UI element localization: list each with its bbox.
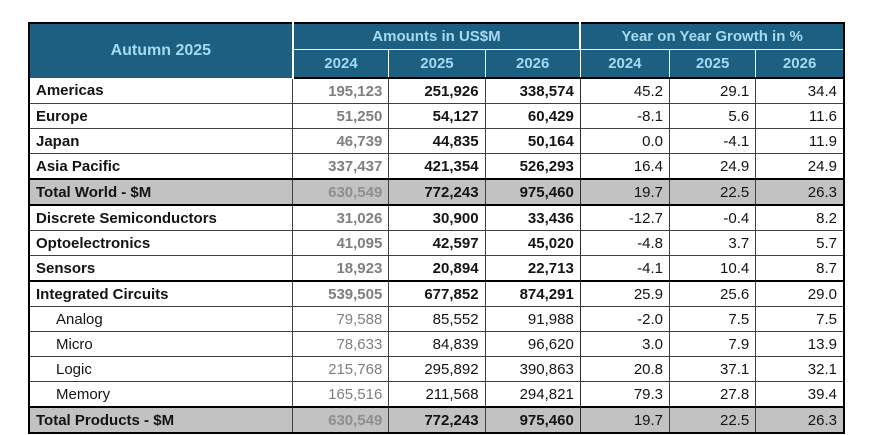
amount-2025-cell: 20,894 (389, 256, 485, 282)
growth-year-2025-header: 2025 (670, 50, 756, 79)
table-row (29, 78, 844, 104)
table-row (29, 205, 844, 231)
amounts-year-2025-header: 2025 (389, 50, 485, 79)
growth-year-2024-header: 2024 (580, 50, 669, 79)
row-label: Americas (29, 78, 293, 104)
amount-2025-cell: 421,354 (389, 154, 485, 180)
amount-2026-cell: 526,293 (485, 154, 580, 180)
growth-2025-cell: 29.1 (670, 78, 756, 104)
amount-2026-cell: 91,988 (485, 307, 580, 332)
amount-2026-cell: 390,863 (485, 357, 580, 382)
semiconductor-forecast-table (28, 22, 845, 434)
amount-2025-cell: 84,839 (389, 332, 485, 357)
growth-2024-cell: 16.4 (580, 154, 669, 180)
growth-2025-cell: 22.5 (670, 407, 756, 433)
growth-2025-cell: 10.4 (670, 256, 756, 282)
row-label: Total Products - $M (29, 407, 293, 433)
growth-2025-cell: 5.6 (670, 104, 756, 129)
growth-2024-cell: 79.3 (580, 382, 669, 408)
table-row (29, 382, 844, 408)
table-body (29, 78, 844, 433)
growth-group-header: Year on Year Growth in % (580, 23, 844, 50)
amount-2025-cell: 42,597 (389, 231, 485, 256)
growth-2024-cell: -2.0 (580, 307, 669, 332)
amounts-year-2026-header: 2026 (485, 50, 580, 79)
amount-2025-cell: 44,835 (389, 129, 485, 154)
growth-2025-cell: 22.5 (670, 179, 756, 205)
amount-2024-cell: 31,026 (293, 205, 389, 231)
growth-2026-cell: 11.6 (756, 104, 844, 129)
amount-2024-cell: 51,250 (293, 104, 389, 129)
growth-2025-cell: -0.4 (670, 205, 756, 231)
growth-2025-cell: 7.9 (670, 332, 756, 357)
amount-2026-cell: 45,020 (485, 231, 580, 256)
growth-2024-cell: 3.0 (580, 332, 669, 357)
row-label: Integrated Circuits (29, 281, 293, 307)
amount-2025-cell: 772,243 (389, 407, 485, 433)
amounts-year-2024-header: 2024 (293, 50, 389, 79)
growth-2026-cell: 13.9 (756, 332, 844, 357)
row-label: Memory (29, 382, 293, 408)
growth-2024-cell: 19.7 (580, 179, 669, 205)
growth-2024-cell: -4.1 (580, 256, 669, 282)
table-row (29, 179, 844, 205)
amount-2024-cell: 165,516 (293, 382, 389, 408)
table-row (29, 332, 844, 357)
table-row (29, 407, 844, 433)
growth-2024-cell: -4.8 (580, 231, 669, 256)
growth-2026-cell: 29.0 (756, 281, 844, 307)
amount-2024-cell: 18,923 (293, 256, 389, 282)
growth-2024-cell: -12.7 (580, 205, 669, 231)
row-label: Japan (29, 129, 293, 154)
growth-year-2026-header: 2026 (756, 50, 844, 79)
table-row (29, 129, 844, 154)
amount-2026-cell: 294,821 (485, 382, 580, 408)
growth-2026-cell: 26.3 (756, 179, 844, 205)
amount-2026-cell: 33,436 (485, 205, 580, 231)
growth-2025-cell: 27.8 (670, 382, 756, 408)
amount-2026-cell: 975,460 (485, 407, 580, 433)
amount-2024-cell: 337,437 (293, 154, 389, 180)
row-label: Discrete Semiconductors (29, 205, 293, 231)
amount-2026-cell: 975,460 (485, 179, 580, 205)
growth-2026-cell: 11.9 (756, 129, 844, 154)
row-label: Micro (29, 332, 293, 357)
growth-2024-cell: 20.8 (580, 357, 669, 382)
growth-2024-cell: 25.9 (580, 281, 669, 307)
table-row (29, 256, 844, 282)
growth-2024-cell: -8.1 (580, 104, 669, 129)
row-label: Analog (29, 307, 293, 332)
amount-2025-cell: 251,926 (389, 78, 485, 104)
amount-2026-cell: 50,164 (485, 129, 580, 154)
amount-2026-cell: 22,713 (485, 256, 580, 282)
table-row (29, 154, 844, 180)
amount-2024-cell: 630,549 (293, 179, 389, 205)
row-label: Optoelectronics (29, 231, 293, 256)
growth-2025-cell: 3.7 (670, 231, 756, 256)
amount-2024-cell: 78,633 (293, 332, 389, 357)
amount-2024-cell: 46,739 (293, 129, 389, 154)
amounts-group-header: Amounts in US$M (293, 23, 581, 50)
table-row (29, 231, 844, 256)
table-title: Autumn 2025 (29, 23, 293, 78)
growth-2026-cell: 5.7 (756, 231, 844, 256)
table-row (29, 281, 844, 307)
amount-2024-cell: 79,588 (293, 307, 389, 332)
amount-2024-cell: 539,505 (293, 281, 389, 307)
amount-2025-cell: 30,900 (389, 205, 485, 231)
row-label: Sensors (29, 256, 293, 282)
growth-2026-cell: 8.7 (756, 256, 844, 282)
growth-2025-cell: 24.9 (670, 154, 756, 180)
row-label: Logic (29, 357, 293, 382)
table-header (29, 23, 844, 78)
amount-2026-cell: 60,429 (485, 104, 580, 129)
table-row (29, 357, 844, 382)
row-label: Total World - $M (29, 179, 293, 205)
amount-2024-cell: 630,549 (293, 407, 389, 433)
growth-2024-cell: 0.0 (580, 129, 669, 154)
amount-2025-cell: 85,552 (389, 307, 485, 332)
amount-2026-cell: 338,574 (485, 78, 580, 104)
row-label: Europe (29, 104, 293, 129)
growth-2024-cell: 45.2 (580, 78, 669, 104)
growth-2026-cell: 32.1 (756, 357, 844, 382)
row-label: Asia Pacific (29, 154, 293, 180)
amount-2026-cell: 96,620 (485, 332, 580, 357)
growth-2026-cell: 34.4 (756, 78, 844, 104)
table-row (29, 307, 844, 332)
growth-2024-cell: 19.7 (580, 407, 669, 433)
growth-2026-cell: 24.9 (756, 154, 844, 180)
table-row (29, 104, 844, 129)
group-header-row (29, 23, 844, 50)
growth-2025-cell: 7.5 (670, 307, 756, 332)
amount-2025-cell: 54,127 (389, 104, 485, 129)
amount-2025-cell: 211,568 (389, 382, 485, 408)
growth-2025-cell: -4.1 (670, 129, 756, 154)
amount-2024-cell: 195,123 (293, 78, 389, 104)
growth-2026-cell: 8.2 (756, 205, 844, 231)
growth-2026-cell: 39.4 (756, 382, 844, 408)
amount-2025-cell: 677,852 (389, 281, 485, 307)
amount-2026-cell: 874,291 (485, 281, 580, 307)
growth-2026-cell: 26.3 (756, 407, 844, 433)
growth-2026-cell: 7.5 (756, 307, 844, 332)
amount-2025-cell: 772,243 (389, 179, 485, 205)
growth-2025-cell: 25.6 (670, 281, 756, 307)
amount-2025-cell: 295,892 (389, 357, 485, 382)
amount-2024-cell: 41,095 (293, 231, 389, 256)
growth-2025-cell: 37.1 (670, 357, 756, 382)
amount-2024-cell: 215,768 (293, 357, 389, 382)
